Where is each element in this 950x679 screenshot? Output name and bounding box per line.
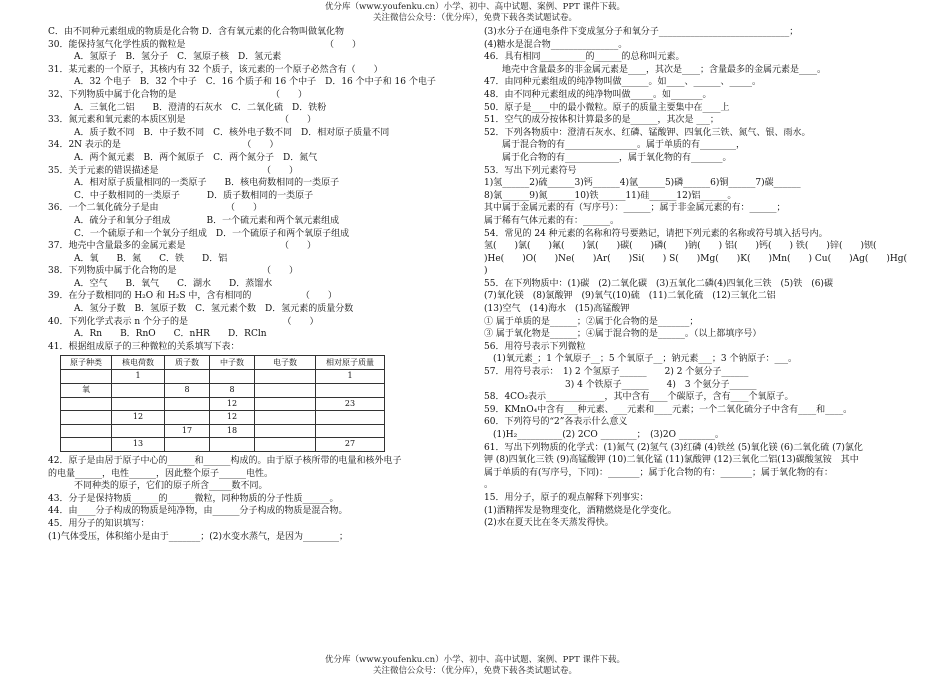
question-text: 3) 4 个铁原子______ 4) 3 个氨分子______ xyxy=(484,379,757,390)
question-text: 属于混合物的有________________。属于单质的有________， xyxy=(484,140,746,151)
table-cell xyxy=(255,370,316,384)
table-header-row xyxy=(61,356,385,370)
question-text: 。 xyxy=(484,480,494,491)
question-text: 60．下列符号的“2”各表示什么意义 xyxy=(484,417,628,428)
option-text: A．Rn B．RnO C．nHR D．RCln xyxy=(74,329,267,340)
table-cell xyxy=(112,397,165,411)
question-text: 58．4CO₂表示_____________，其中含有____个碳原子，含有____个氧原子。 xyxy=(484,392,794,403)
table-header: 原子种类 xyxy=(61,356,112,370)
question-text: (3)水分子在通电条件下变成氢分子和氧分子_____________________________； xyxy=(484,27,799,37)
table-cell: 氧 xyxy=(61,384,112,398)
question-text: (4)糖水是混合物_______________。 xyxy=(484,39,628,50)
question-text: 43．分子是保持物质______的______微粒，同种物质的分子性质______。 xyxy=(48,493,339,504)
option-text: A．三氧化二铝 B．澄清的石灰水 C．二氧化硫 D．铁粉 xyxy=(74,102,327,113)
table-row xyxy=(61,411,385,425)
question-text: 的电量______，电性______，因此整个原子______电性。 xyxy=(48,468,274,479)
question-text: 57．用符号表示： 1) 2 个氢原子______ 2) 2 个氨分子______ xyxy=(484,367,749,378)
question-text: (1)酒精挥发是物理变化，酒精燃烧是化学变化。 xyxy=(484,505,677,516)
question-text: 其中属于金属元素的有（写序号）：______；属于非金属元素的有：______； xyxy=(484,203,786,214)
footer-line-2: 关注微信公众号：（优分库），免费下载各类试题试卷。 xyxy=(372,666,577,676)
table-cell xyxy=(210,438,255,452)
option-text: A．相对原子质量相同的一类原子 B．核电荷数相同的一类原子 xyxy=(74,178,340,189)
table-cell xyxy=(61,438,112,452)
question-text: 8)氯______9)氮______10)铁______11)硅______12)铝______。 xyxy=(484,190,737,201)
question-text: 氢( )氯( )氟( )氯( )碳( )磷( )钠( ) 铝( )钙( ) 铁( )锌( )钡( xyxy=(484,241,895,252)
table-cell xyxy=(61,411,112,425)
question-text: 42．原子是由居于原子中心的______和______构成的。由于原子核所带的电量和核外电子 xyxy=(48,456,402,466)
question-text: ① 属于单质的是______；②属于化合物的是_______； xyxy=(484,316,699,327)
question-text: 54．常见的 24 种元素的名称和符号要熟记，请把下列元素的名称或符号填入括号内。 xyxy=(484,228,828,239)
header-line-2: 关注微信公众号：（优分库），免费下载各类试题试卷。 xyxy=(372,13,577,23)
question-text: 38．下列物质中属于化合物的是 （ ） xyxy=(48,266,298,277)
question-text: (1)气体受压，体积缩小是由于_______；(2)水变水蒸气，是因为________； xyxy=(48,531,348,542)
question-text: 37．地壳中含量最多的金属元素是 （ ） xyxy=(48,241,316,252)
table-cell xyxy=(165,397,210,411)
question-text: 41．根据组成原子的三种微粒的关系填写下表： xyxy=(48,341,240,352)
table-cell: 23 xyxy=(316,397,385,411)
question-text: 45．用分子的知识填写： xyxy=(48,518,150,529)
question-text: 53．写出下列元素符号 xyxy=(484,165,577,176)
option-text: C．中子数相同的一类原子 D．质子数相同的一类原子 xyxy=(74,190,314,201)
question-text: 15．用分子，原子的观点解释下列事实： xyxy=(484,492,649,503)
page-header xyxy=(0,2,950,24)
table-cell xyxy=(316,384,385,398)
question-text: 34．2N 表示的是 （ ） xyxy=(48,140,279,151)
table-cell xyxy=(61,397,112,411)
option-text: A．32 个电子 B．32 个中子 C．16 个质子和 16 个中子 D．16 个中子和 16 个电子 xyxy=(74,77,436,88)
table-cell: 1 xyxy=(112,370,165,384)
table-cell: 8 xyxy=(165,384,210,398)
question-text: 59．KMnO₄中含有___种元素、___元素和____元素；一个二氧化硫分子中含有____和____。 xyxy=(484,404,853,415)
question-text: 35．关于元素的错误描述是 （ ） xyxy=(48,165,298,176)
option-text: A．硫分子和氧分子组成 B．一个硫元素和两个氧元素组成 xyxy=(74,215,340,226)
question-text: 56．用符号表示下列微粒 xyxy=(484,341,586,352)
option-text: C．一个硫原子和一个氧分子组成 D．一个硫原子和两个氧原子组成 xyxy=(74,228,350,239)
question-text: 55．在下列物质中：(1)碳 (2)二氧化碳 (3)五氧化二磷(4)四氧化三铁 (5)铁 (6)碳 xyxy=(484,278,833,289)
table-cell xyxy=(165,438,210,452)
question-text: 属于稀有气体元素的有：______。 xyxy=(484,215,620,226)
question-text: 40．下列化学式表示 n 个分子的是 （ ） xyxy=(48,316,319,327)
question-text: 不同种类的原子，它们的原子所含_____数不同。 xyxy=(74,481,268,492)
table-cell xyxy=(112,384,165,398)
option-text: A．氢原子 B．氢分子 C．氢原子核 D．氢元素 xyxy=(74,52,282,63)
question-text: 钾 (8)四氧化三铁 (9)高锰酸钾 (10)二氧化锰 (11)氯酸钾 (12)三氧化二铝(13)碳酸氢铵 其中 xyxy=(484,455,859,466)
question-text: 30．能保持氢气化学性质的微粒是 （ ） xyxy=(48,39,361,50)
question-text: 48．由不同种元素组成的纯净物叫做_____。如_______。 xyxy=(484,89,712,100)
question-text: ③ 属于氧化物是______；④属于混合物的是______。（以上都填序号） xyxy=(484,329,762,340)
question-text: 36．一个二氧化硫分子是由 （ ） xyxy=(48,203,262,214)
table-cell: 12 xyxy=(210,411,255,425)
question-text: (13)空气 (14)海水 (15)高锰酸钾 xyxy=(484,304,630,315)
option-text: A．空气 B．氧气 C．湖水 D．蒸馏水 xyxy=(74,278,273,289)
table-cell xyxy=(165,411,210,425)
table-row xyxy=(61,384,385,398)
question-text xyxy=(484,530,912,543)
table-cell: 8 xyxy=(210,384,255,398)
table-cell: 1 xyxy=(316,370,385,384)
question-text: 地壳中含量最多的非金属元素是____，其次是____；含量最多的金属元素是____。 xyxy=(484,64,827,75)
table-cell xyxy=(316,424,385,438)
table-cell xyxy=(255,384,316,398)
table-cell xyxy=(61,370,112,384)
question-text: C．由不同种元素组成的物质是化合物 D．含有氧元素的化合物叫做氧化物 xyxy=(48,27,344,37)
table-row xyxy=(61,370,385,384)
question-text: 44．由____分子构成的物质是纯净物，由______分子构成的物质是混合物。 xyxy=(48,506,348,517)
table-header: 核电荷数 xyxy=(112,356,165,370)
table-cell: 12 xyxy=(112,411,165,425)
question-text: 1)氢______2)硫______3)钙______4)氩______5)磷______6)铜______7)碳______ xyxy=(484,178,801,189)
question-text: (1)氧元素_；1 个氧原子__；5 个氧原子__；钠元素___；3 个钠原子：___。 xyxy=(484,354,798,365)
question-text: 46．具有相同__________的______的总称叫元素。 xyxy=(484,52,685,63)
question-text: 33．氮元素和氧元素的本质区别是 （ ） xyxy=(48,115,316,126)
table-header: 中子数 xyxy=(210,356,255,370)
question-text: (2)水在夏天比在冬天蒸发得快。 xyxy=(484,518,614,529)
table-cell xyxy=(255,411,316,425)
question-text: )He( )O( )Ne( )Ar( )Si( ) S( )Mg( )K( )Mn( ) Cu( )Ag( )Hg( xyxy=(484,253,908,264)
question-text: 50．原子是____中的最小微粒。原子的质量主要集中在____上 xyxy=(484,102,730,113)
table-cell xyxy=(255,397,316,411)
table-cell: 12 xyxy=(210,397,255,411)
option-text: A．氢分子数 B．氢原子数 C．氢元素个数 D．氢元素的质量分数 xyxy=(74,304,354,315)
table-row xyxy=(61,397,385,411)
question-text: 52．下列各物质中：澄清石灰水、红磷、锰酸钾、四氧化三铁、氮气、银、雨水。 xyxy=(484,127,811,138)
question-text: 47．由同种元素组成的纯净物叫做______。如____、______、_____。 xyxy=(484,77,761,88)
question-text: 属于单质的有(写序号，下同)：_______；属于化合物的有：_______；属于氧化物的有： xyxy=(484,467,834,478)
question-text: 32、下列物质中属于化合物的是 （ ） xyxy=(48,89,307,100)
left-column xyxy=(48,26,466,543)
table-cell xyxy=(255,424,316,438)
table-header: 电子数 xyxy=(255,356,316,370)
table-cell: 17 xyxy=(165,424,210,438)
question-text: (1)H₂__________(2) 2CO ________； (3)2O ________。 xyxy=(484,430,724,440)
table-header: 相对原子质量 xyxy=(316,356,385,370)
table-cell xyxy=(255,438,316,452)
table-cell xyxy=(61,424,112,438)
table-cell: 18 xyxy=(210,424,255,438)
option-text: A．氧 B．氮 C．铁 D．铝 xyxy=(74,253,228,264)
question-text: 31．某元素的一个原子，其核内有 32 个质子，该元素的一个原子必然含有（ ） xyxy=(48,64,383,75)
question-text: (7)氧化镁 (8)氯酸钾 (9)氧气(10)硫 (11)二氧化硫 (12)三氧化二铝 xyxy=(484,291,776,302)
table-cell: 27 xyxy=(316,438,385,452)
header-line-1: 优分库（www.youfenku.cn）小学、初中、高中试题、案例、PPT 课件下载。 xyxy=(325,2,625,12)
table-cell xyxy=(165,370,210,384)
option-text: A．质子数不同 B．中子数不同 C．核外电子数不同 D．相对原子质量不同 xyxy=(74,127,390,138)
table-row xyxy=(61,424,385,438)
table-cell xyxy=(210,370,255,384)
option-text: A．两个氮元素 B．两个氮原子 C．两个氮分子 D．氮气 xyxy=(74,152,318,163)
table-cell: 13 xyxy=(112,438,165,452)
table-cell xyxy=(316,411,385,425)
page-footer xyxy=(0,655,950,677)
footer-line-1: 优分库（www.youfenku.cn）小学、初中、高中试题、案例、PPT 课件下载。 xyxy=(325,655,625,665)
atom-table xyxy=(60,355,385,452)
question-text: 属于化合物的有____________，属于氧化物的有_______。 xyxy=(484,152,732,163)
right-column xyxy=(484,26,912,542)
question-text: ) xyxy=(484,266,488,277)
question-text: 61．写出下列物质的化学式：(1)氮气 (2)氢气 (3)红磷 (4)铁丝 (5)氧化镁 (6)二氧化硫 (7)氯化 xyxy=(484,442,863,453)
question-text: 51．空气的成分按体积计算最多的是______，其次是 ___； xyxy=(484,115,719,126)
table-row xyxy=(61,438,385,452)
table-cell xyxy=(112,424,165,438)
question-text: 39．在分子数相同的 H₂O 和 H₂S 中，含有相同的 （ ） xyxy=(48,291,337,302)
table-header: 质子数 xyxy=(165,356,210,370)
